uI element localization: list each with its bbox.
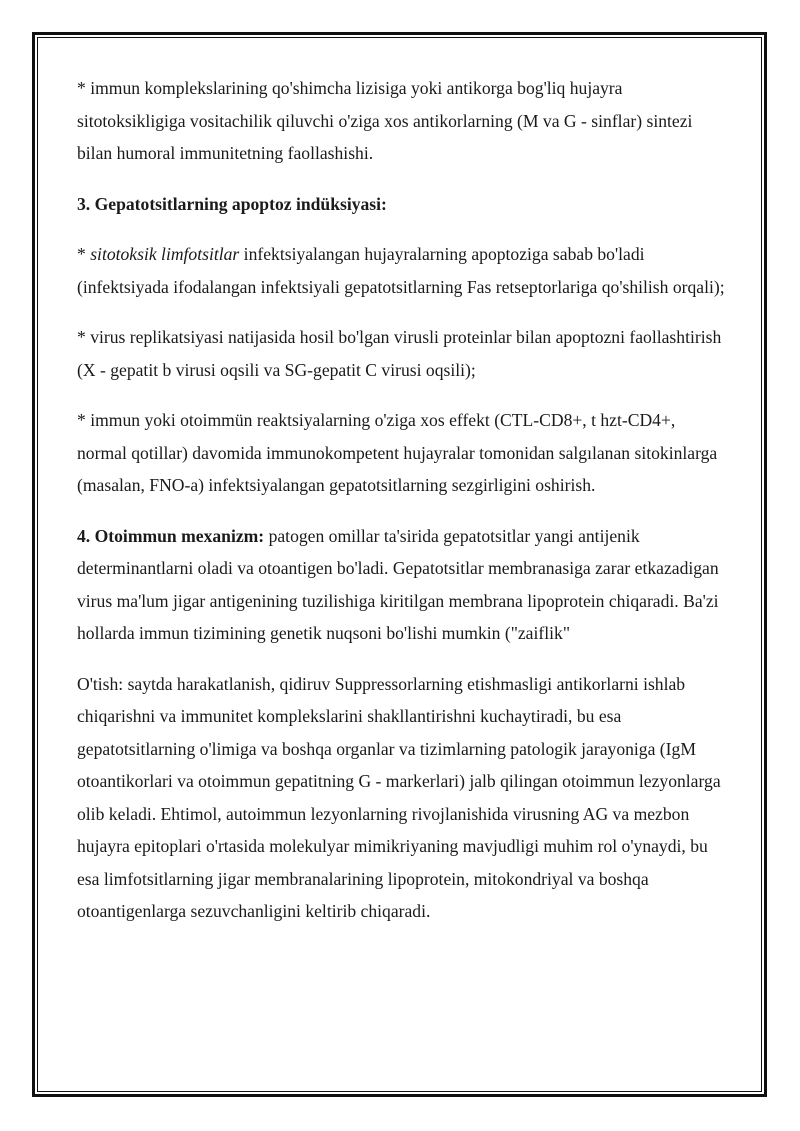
paragraph-cytotoxic-lymphocytes: [77, 238, 729, 303]
document-body: [77, 72, 729, 946]
heading-apoptosis-induction: 3. Gepatotsitlarning apoptoz indüksiyasi:: [77, 193, 387, 214]
bullet-marker: *: [77, 244, 91, 264]
paragraph-suppressor-deficiency: O'tish: saytda harakatlanish, qidiruv Suppressorlarning etishmasligi antikorlarni ishlab chiqarishni va immunitet komplekslarini shakllantirishni kuchaytiradi, bu esa gepatotsitlarning o'limiga va boshqa organlar va tizimlarning patologik jarayoniga (IgM otoantikorlari va otoimmun gepatitning G - markerlari) jalb qilingan otoimmun lezyonlarga olib keladi. Ehtimol, autoimmun lezyonlarning rivojlanishida virusning AG va mezbon hujayra epitoplari o'rtasida molekulyar mimikriyaning mavjudligi muhim rol o'ynaydi, bu esa limfotsitlarning jigar membranalarining lipoprotein, mitokondriyal va boshqa otoantigenlarga sezuvchanligini keltirib chiqaradi.: [77, 673, 721, 921]
paragraph-text: patogen omillar ta'sirida gepatotsitlar yangi antijenik determinantlarni oladi va otoantigen bo'ladi. Gepatotsitlar membranasiga zarar etkazadigan virus ma'lum jigar antigenining tuzilishiga kiritilgan membrana lipoprotein chiqaradi. Ba'zi hollarda immun tizimining genetik nuqsoni bo'lishi mumkin ("zaiflik": [77, 525, 719, 643]
italic-term: sitotoksik limfotsitlar: [90, 244, 240, 264]
paragraph-autoimmune-mechanism: [77, 520, 729, 650]
paragraph-humoral-immunity: * immun komplekslarining qo'shimcha lizisiga yoki antikorga bog'liq hujayra sitotoksikligiga vositachilik qiluvchi o'ziga xos antikorlarning (M va G - sinflar) sintezi bilan humoral immunitetning faollashishi.: [77, 78, 693, 163]
paragraph-viral-proteins: * virus replikatsiyasi natijasida hosil bo'lgan virusli proteinlar bilan apoptozni faollashtirish (X - gepatit b virusi oqsili va SG-gepatit C virusi oqsili);: [77, 327, 722, 380]
heading-autoimmune-mechanism: 4. Otoimmun mexanizm:: [77, 525, 265, 546]
paragraph-text: infektsiyalangan hujayralarning apoptoziga sabab bo'ladi (infektsiyada ifodalangan infektsiyali gepatotsitlarning Fas retseptorlariga qo'shilish orqali);: [77, 244, 725, 297]
paragraph-cytokine-sensitivity: * immun yoki otoimmün reaktsiyalarning o'ziga xos effekt (CTL-CD8+, t hzt-CD4+, normal qotillar) davomida immunokompetent hujayralar tomonidan salgılanan sitokinlarga (masalan, FNO-a) infektsiyalangan gepatotsitlarning sezgirligini oshirish.: [77, 410, 718, 495]
